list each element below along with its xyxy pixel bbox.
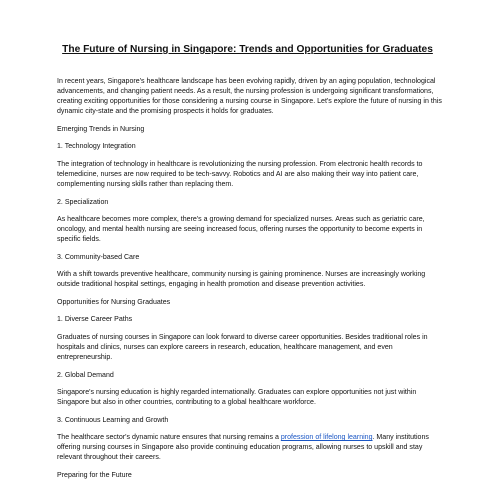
intro-paragraph: In recent years, Singapore's healthcare landscape has been evolving rapidly, driven by an aging population, technological advancements, and changing patient needs. As a result, the nursing profession is undergoing significant transformations, creating exciting opportunities for those considering a nursing course in Singapore. Let's explore the future of nursing in this dynamic city-state and the promising prospects it holds for graduates. [57,78,442,116]
opportunity-paragraph-global: Singapore's nursing education is highly regarded internationally. Graduates can explore opportunities not just within Singapore but also in other countries, contributing to a global healthcare workforce. [57,389,417,407]
learning-text-before-link: The healthcare sector's dynamic nature ensures that nursing remains a [57,434,281,442]
opportunity-heading-global: 2. Global Demand [57,371,114,379]
document-body [57,77,443,488]
lifelong-learning-link[interactable]: profession of lifelong learning [280,434,373,442]
trend-heading-community: 3. Community-based Care [57,253,140,261]
section-heading-trends: Emerging Trends in Nursing [57,125,145,133]
opportunity-paragraph-careers: Graduates of nursing courses in Singapore can look forward to diverse career opportunities. Besides traditional roles in hospitals and clinics, nurses can explore careers in research, education, healthcare management, and even entrepreneurship. [57,333,428,362]
trend-heading-technology: 1. Technology Integration [57,143,136,151]
section-heading-opportunities: Opportunities for Nursing Graduates [57,298,171,306]
section-heading-preparing: Preparing for the Future [57,471,132,479]
trend-paragraph-specialization: As healthcare becomes more complex, there's a growing demand for specialized nurses. Areas such as geriatric care, oncology, and mental health nursing are seeing increased focus, offering nurses the opportunity to become experts in specific fields. [57,216,425,244]
trend-paragraph-community: With a shift towards preventive healthcare, community nursing is gaining prominence. Nurses are increasingly working outside traditional hospital settings, engaging in health promotion and disease prevention activities. [57,271,426,289]
opportunity-paragraph-learning [57,433,443,463]
document-title: The Future of Nursing in Singapore: Trends and Opportunities for Graduates [62,44,433,55]
opportunity-heading-careers: 1. Diverse Career Paths [57,316,133,324]
learning-text-after-link: . Many institutions offering nursing courses in Singapore also provide continuing education programs, allowing nurses to upskill and stay relevant throughout their careers. [57,434,429,462]
trend-heading-specialization: 2. Specialization [57,198,109,206]
trend-paragraph-technology: The integration of technology in healthcare is revolutionizing the nursing profession. From electronic health records to telemedicine, nurses are now required to be tech-savvy. Robotics and AI are also making their way into patient care, complementing nursing skills rather than replacing them. [57,160,423,189]
opportunity-heading-learning: 3. Continuous Learning and Growth [57,416,169,424]
